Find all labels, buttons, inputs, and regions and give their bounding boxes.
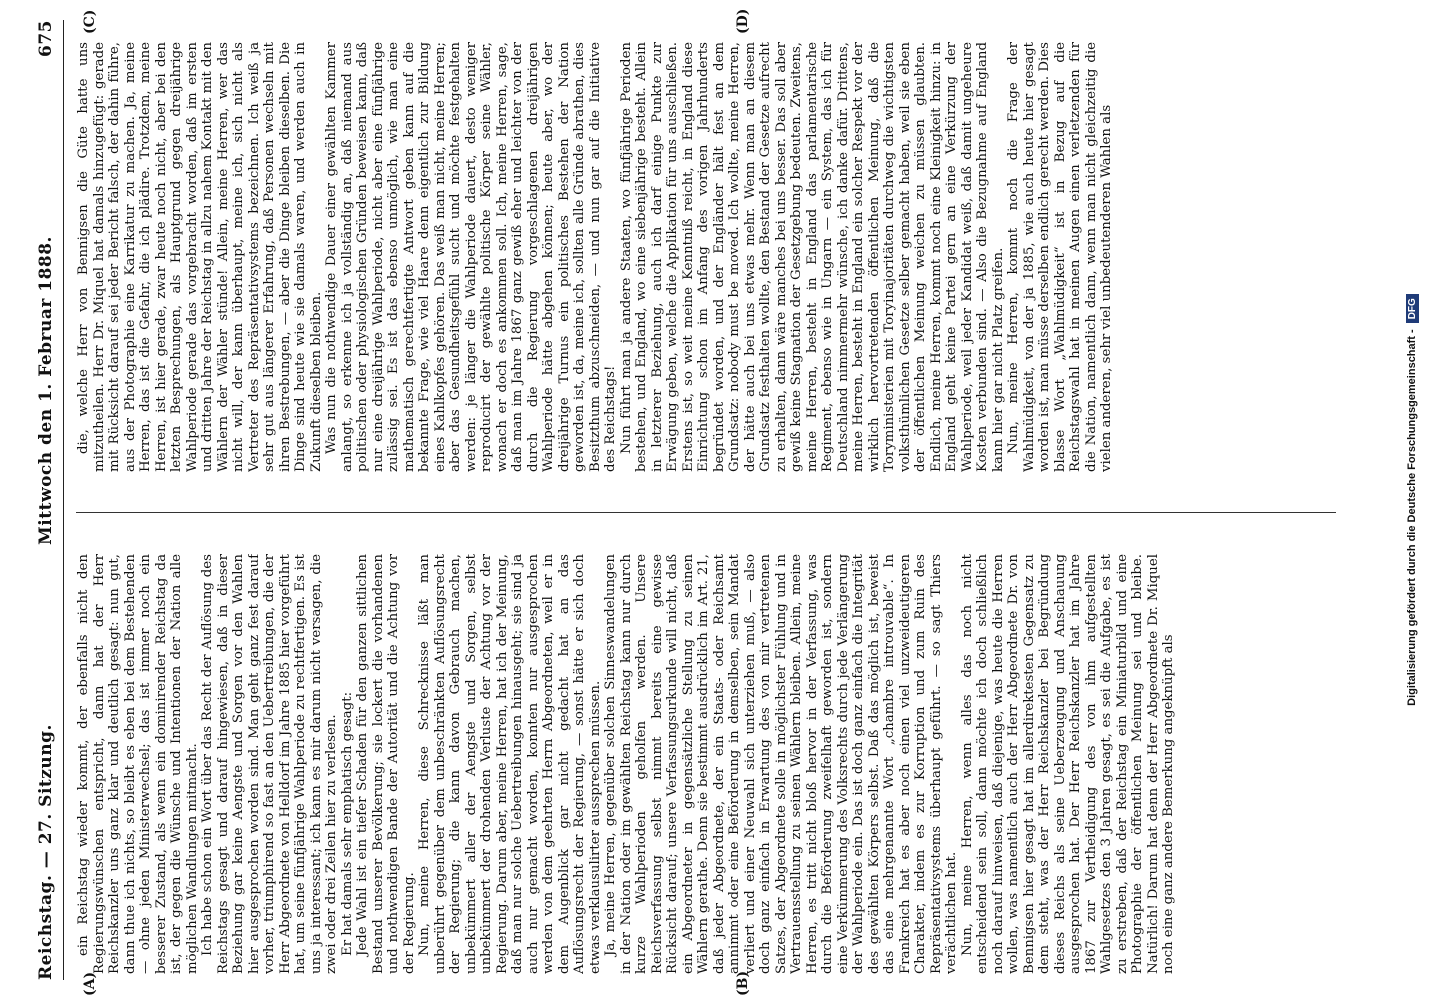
digitization-credit — [1392, 0, 1432, 1000]
margin-letter-b: (B) — [735, 970, 751, 996]
header-rule — [63, 20, 64, 980]
header-left: Reichstag. — 27. Sitzung. — [36, 724, 56, 980]
page-header — [32, 20, 60, 980]
dfg-logo: DFG — [1406, 294, 1419, 323]
paragraph: die, welche Herr von Bennigsen die Güte hatte uns mitzutheilen. Herr Dr. Miquel hat damals hinzugefügt: gerade mit Rücksicht darauf sei jeder Bericht falsch, der dahin führe, aus der Photographie eine Karrikatur zu machen. Ja, meine Herren, das ist die Gefahr, die ich plädire. Trotzdem, meine Herren, ist hier gerade, zwar heute noch nicht, aber bei den letzten Besprechungen, als Hauptgrund gegen dreijährige Wahlperiode gerade das vorgebracht worden, daß im ersten und dritten Jahre der Reichstag in allzu nahem Kontakt mit den Wählern der Wähler stünde! Allein, meine Herren, wer das nicht will, der kann überhaupt, meine ich, sich nicht als Vertreter des Repräsentativsystems bezeichnen. Ich weiß ja sehr gut aus längerer Erfahrung, daß Personen wechseln mit ihren Bestrebungen, — aber die Dinge bleiben dieselben. Die Dinge sind heute wie sie damals waren, und werden auch in Zukunft dieselben bleiben. — [76, 42, 324, 472]
paragraph: ein Reichstag wieder kommt, der ebenfalls nicht den Regierungswünschen entspricht, dann hat der Herr Reichskanzler uns ganz klar und deutlich gesagt: nun gut, dann thue ich nichts, so bleibt es eben bei dem Bestehenden — ohne jeden Ministerwechsel; das ist immer noch ein besserer Zustand, als wenn ein dominirender Reichstag da ist, der gegen die Wünsche und Intentionen der Nation alle möglichen Wandlungen mitmacht. — [76, 554, 200, 974]
paragraph: Was nun die nothwendige Dauer einer gewählten Kammer anlangt, so erkenne ich ja vollständig an, daß niemand aus politischen oder physiologischen Gründen beweisen kann, daß nur eine dreijährige Wahlperiode, nicht aber eine fünfjährige zulässig sei. Es ist das ebenso unmöglich, wie man eine mathematisch gerechtfertigte Antwort geben kann auf die bekannte Frage, wie viel Haare denn eigentlich zur Bildung eines Kahlkopfes gehören. Das weiß man nicht, meine Herren; aber das Gesundheitsgefühl sucht und möchte festgehalten werden: je länger die Wahlperiode dauert, desto weniger reproducirt der gewählte politische Körper seine Wähler, wonach er doch es ankommen soll. Ich, meine Herren, sage, daß man im Jahre 1867 ganz gewiß eher und leichter von der durch die Regierung vorgeschlagenen dreijährigen Wahlperiode hätte abgehen können; heute aber, wo der dreijährige Turnus ein politisches Bestehen der Nation geworden ist, da, meine ich, sollten alle Gründe abrathen, dies Besitzthum abzuschneiden, — und nun gar auf die Initiative des Reichstags! — [324, 42, 618, 472]
paragraph: Nun führt man ja andere Staaten, wo fünfjährige Perioden bestehen, und England, wo eine siebenjährige besteht. Allein in letzterer Beziehung, auch ich darf einige Punkte zur Erwägung geben, welche die Applikation für uns ausschließen. Erstens ist, so weit meine Kenntniß reicht, in England diese Einrichtung schon im Anfang des vorigen Jahrhunderts begründet worden, und der Engländer hält fest an dem Grundsatz: nobody must be moved. Ich wollte, meine Herren, der hätte auch bei uns etwas mehr. Wenn man an diesem Grundsatz festhalten wollte, den Bestand der Gesetze aufrecht zu erhalten, dann wäre manches bei uns besser. Das soll aber gewiß keine Stagnation der Gesetzgebung bedeuten. Zweitens, meine Herren, besteht in England das parlamentarische Regiment, ebenso wie in Ungarn — ein System, das ich für Deutschland nimmermehr wünsche, ich danke dafür. Drittens, meine Herren, besteht in England ein solcher Respekt vor der wirklich hervortretenden öffentlichen Meinung, daß die Toryministerien mit Toryinajoritäten durchweg die wichtigsten volksthümlichen Gesetze selber gemacht haben, weil sie eben der öffentlichen Meinung weichen zu müssen glaubten. Endlich, meine Herren, kommt noch eine Kleinigkeit hinzu: in England geht keine Partei gern an eine Verkürzung der Wahlperiode, weil jeder Kandidat weiß, daß damit ungeheure Kosten verbunden sind. — Also die Bezugnahme auf England kann hier gar nicht Platz greifen. — [618, 42, 1006, 472]
header-date: Mittwoch den 1. Februar 1888. — [36, 236, 56, 546]
paragraph: Nun, meine Herren, wenn alles das noch nicht entscheidend sein soll, dann möchte ich doch schließlich noch darauf hinweisen, daß diejenige, was heute die Herren wollen, was namentlich auch der Herr Abgeordnete Dr. von Bennigsen hier gesagt hat im allerdirektesten Gegensatz zu dem steht, was der Herr Reichskanzler bei Begründung dieses Reichs als seine Ueberzeugung und Anschauung ausgesprochen hat. Der Herr Reichskanzler hat im Jahre 1867 zur Vertheidigung des von ihm aufgestellten Wahlgesetzes den 3 Jahren gesagt, es sei die Aufgabe, es ist zu erstreben, daß der Reichstag ein Miniaturbild und eine Photographie der öffentlichen Meinung sei und bleibe. Natürlich! Darum hat denn der Herr Abgeordnete Dr. Miquel noch eine ganz andere Bemerkung angeknüpft als — [959, 554, 1176, 974]
margin-letter-a: (A) — [82, 971, 98, 996]
column-divider — [76, 512, 1336, 513]
paragraph: Ja, meine Herren, gegenüber solchen Sinneswandelungen in der Nation oder im gewählten Reichstag kann nur durch kurze Wahlperioden geholfen werden. Unsere Reichsverfassung selbst nimmt bereits eine gewisse Rücksicht darauf; unsere Verfassungsurkunde will nicht, daß ein Abgeordneter in gegensätzliche Stellung zu seinen Wählern gerathe. Denn sie bestimmt ausdrücklich im Art. 21, daß jeder Abgeordnete, der ein Staats- oder Reichsamt annimmt oder eine Beförderung in demselben, sein Mandat verliert und einer Neuwahl sich unterziehen muß, — also doch ganz einfach in Erwartung des von mir vertretenen Satzes, der Abgeordnete solle in möglichster Fühlung und in Vertrauensstellung zu seinen Wählern bleiben. Allein, meine Herren, es tritt nicht bloß hervor in der Verfassung, was durch die Beförderung zweifelhaft geworden ist, sondern eine Verkümmerung des Volksrechts durch jede Verlängerung der Wahlperiode ein. Das ist doch ganz einfach die Integrität des gewählten Körpers selbst. Daß das möglich ist, beweist das eine mehrgenannte Wort „chambre introuvable“. In Frankreich hat es aber noch einen viel unzweideutigeren Charakter, indem es zur Korruption und zum Ruin des Repräsentativsystems überhaupt geführt. — so sagt Thiers verächtlichen hat. — [603, 554, 959, 974]
paragraph: Er hat damals sehr emphatisch gesagt: — [339, 691, 355, 956]
left-column — [76, 554, 1336, 974]
quote-paragraph: Jede Wahl ist ein tiefer Schaden für den ganzen sittlichen Bestand unserer Bevölkerung; sie lockert die vorhandenen und nothwendigen Bande der Autorität und die Achtung vor der Regierung. — [355, 554, 417, 974]
credit-text: Digitalisierung gefördert durch die Deutsche Forschungsgemeinschaft - — [1406, 329, 1418, 706]
page-number: 675 — [36, 20, 56, 58]
paragraph: Ich habe schon ein Wort über das Recht der Auflösung des Reichstags gesagt und darauf hingewiesen, daß in dieser Beziehung gar keine Aengste und Sorgen vor den Wahlen hier ausgesprochen worden sind. Man geht ganz fest darauf vorher, triumphirend so fast an den Uebertreibungen, die der Herr Abgeordnete von Helldorf im Jahre 1885 hier vorgeführt hat, um seine fünfjährige Wahlperiode zu rechtfertigen. Es ist uns ja interessant; ich kann es mir darum nicht versagen, die zwei oder drei Zeilen hier zu verlesen. — [200, 554, 339, 974]
margin-letter-c: (C) — [82, 9, 98, 34]
margin-letter-d: (D) — [735, 8, 751, 34]
right-column — [76, 42, 1336, 472]
paragraph: Nun, meine Herren, diese Schrecknisse läßt man unberührt gegenüber dem unbeschränkten Auflösungsrecht der Regierung; die kann davon Gebrauch machen, unbekümmert aller der Aengste und Sorgen, selbst unbekümmert der drohenden Verluste der Achtung vor der Regierung. Darum aber, meine Herren, hat ich der Meinung, daß man nur solche Uebertreibungen hinausgeht; sie sind ja auch nur gemacht worden, konnten nur ausgesprochen werden von dem geehrten Herrn Abgeordneten, weil er in dem Augenblick gar nicht gedacht hat an das Auflösungsrecht der Regierung, — sonst hätte er sich doch etwas verklausulirter aussprechen müssen. — [417, 554, 603, 974]
paragraph: Nun, meine Herren, kommt noch die Frage der Wahlmüdigkeit, von der ja 1885, wie auch heute hier gesagt worden ist, man müsse derselben endlich gerecht werden. Dies blasse Wort „Wahlmüdigkeit“ ist in Bezug auf die Reichstagswahl hat in meinen Augen einen verletzenden für die Nation, namentlich dann, wenn man nicht gleichzeitig die vielen anderen, sehr viel unbedeutenderen Wahlen als — [1006, 42, 1114, 472]
